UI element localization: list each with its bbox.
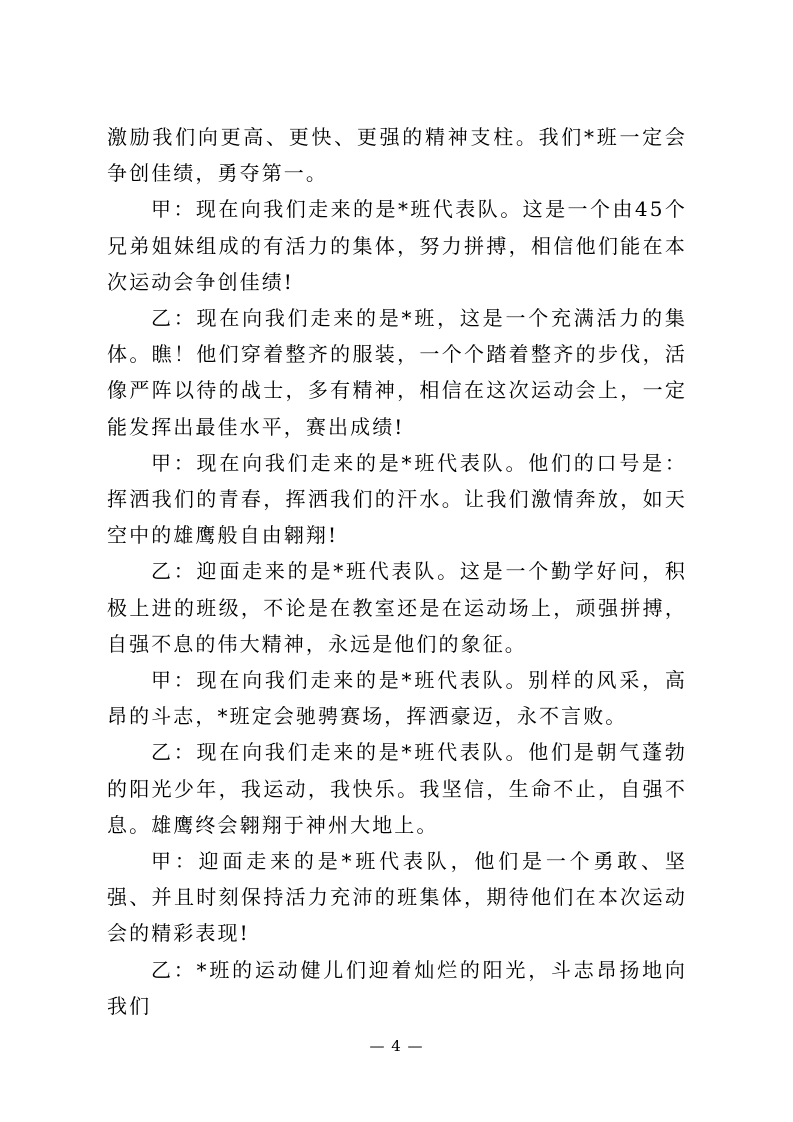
paragraph: 甲：迎面走来的是*班代表队，他们是一个勇敢、坚强、并且时刻保持活力充沛的班集体，期待他们在本次运动会的精彩表现! (107, 849, 687, 946)
paragraph-continuation: 激励我们向更高、更快、更强的精神支柱。我们*班一定会争创佳绩，勇夺第一。 (107, 125, 687, 186)
paragraph: 乙：迎面走来的是*班代表队。这是一个勤学好问，积极上进的班级，不论是在教室还是在运动场上，顽强拼搏，自强不息的伟大精神，永远是他们的象征。 (107, 559, 687, 656)
page-number: — 4 — (369, 1037, 424, 1055)
paragraph: 甲：现在向我们走来的是*班代表队。这是一个由45个兄弟姐妹组成的有活力的集体，努力拼搏，相信他们能在本次运动会争创佳绩! (107, 197, 687, 294)
body-text (107, 119, 687, 1024)
paragraph: 甲：现在向我们走来的是*班代表队。他们的口号是：挥洒我们的青春，挥洒我们的汗水。让我们激情奔放，如天空中的雄鹰般自由翱翔! (107, 450, 687, 548)
paragraph: 乙：*班的运动健儿们迎着灿烂的阳光，斗志昂扬地向我们 (107, 957, 687, 1018)
paragraph: 乙：现在向我们走来的是*班，这是一个充满活力的集体。瞧！他们穿着整齐的服装，一个个踏着整齐的步伐，活像严阵以待的战士，多有精神，相信在这次运动会上，一定能发挥出最佳水平，赛出成绩! (107, 306, 687, 439)
paragraph: 甲：现在向我们走来的是*班代表队。别样的风采，高昂的斗志，*班定会驰骋赛场，挥洒豪迈，永不言败。 (107, 668, 687, 729)
paragraph: 乙：现在向我们走来的是*班代表队。他们是朝气蓬勃的阳光少年，我运动，我快乐。我坚信，生命不止，自强不息。雄鹰终会翱翔于神州大地上。 (107, 740, 687, 837)
